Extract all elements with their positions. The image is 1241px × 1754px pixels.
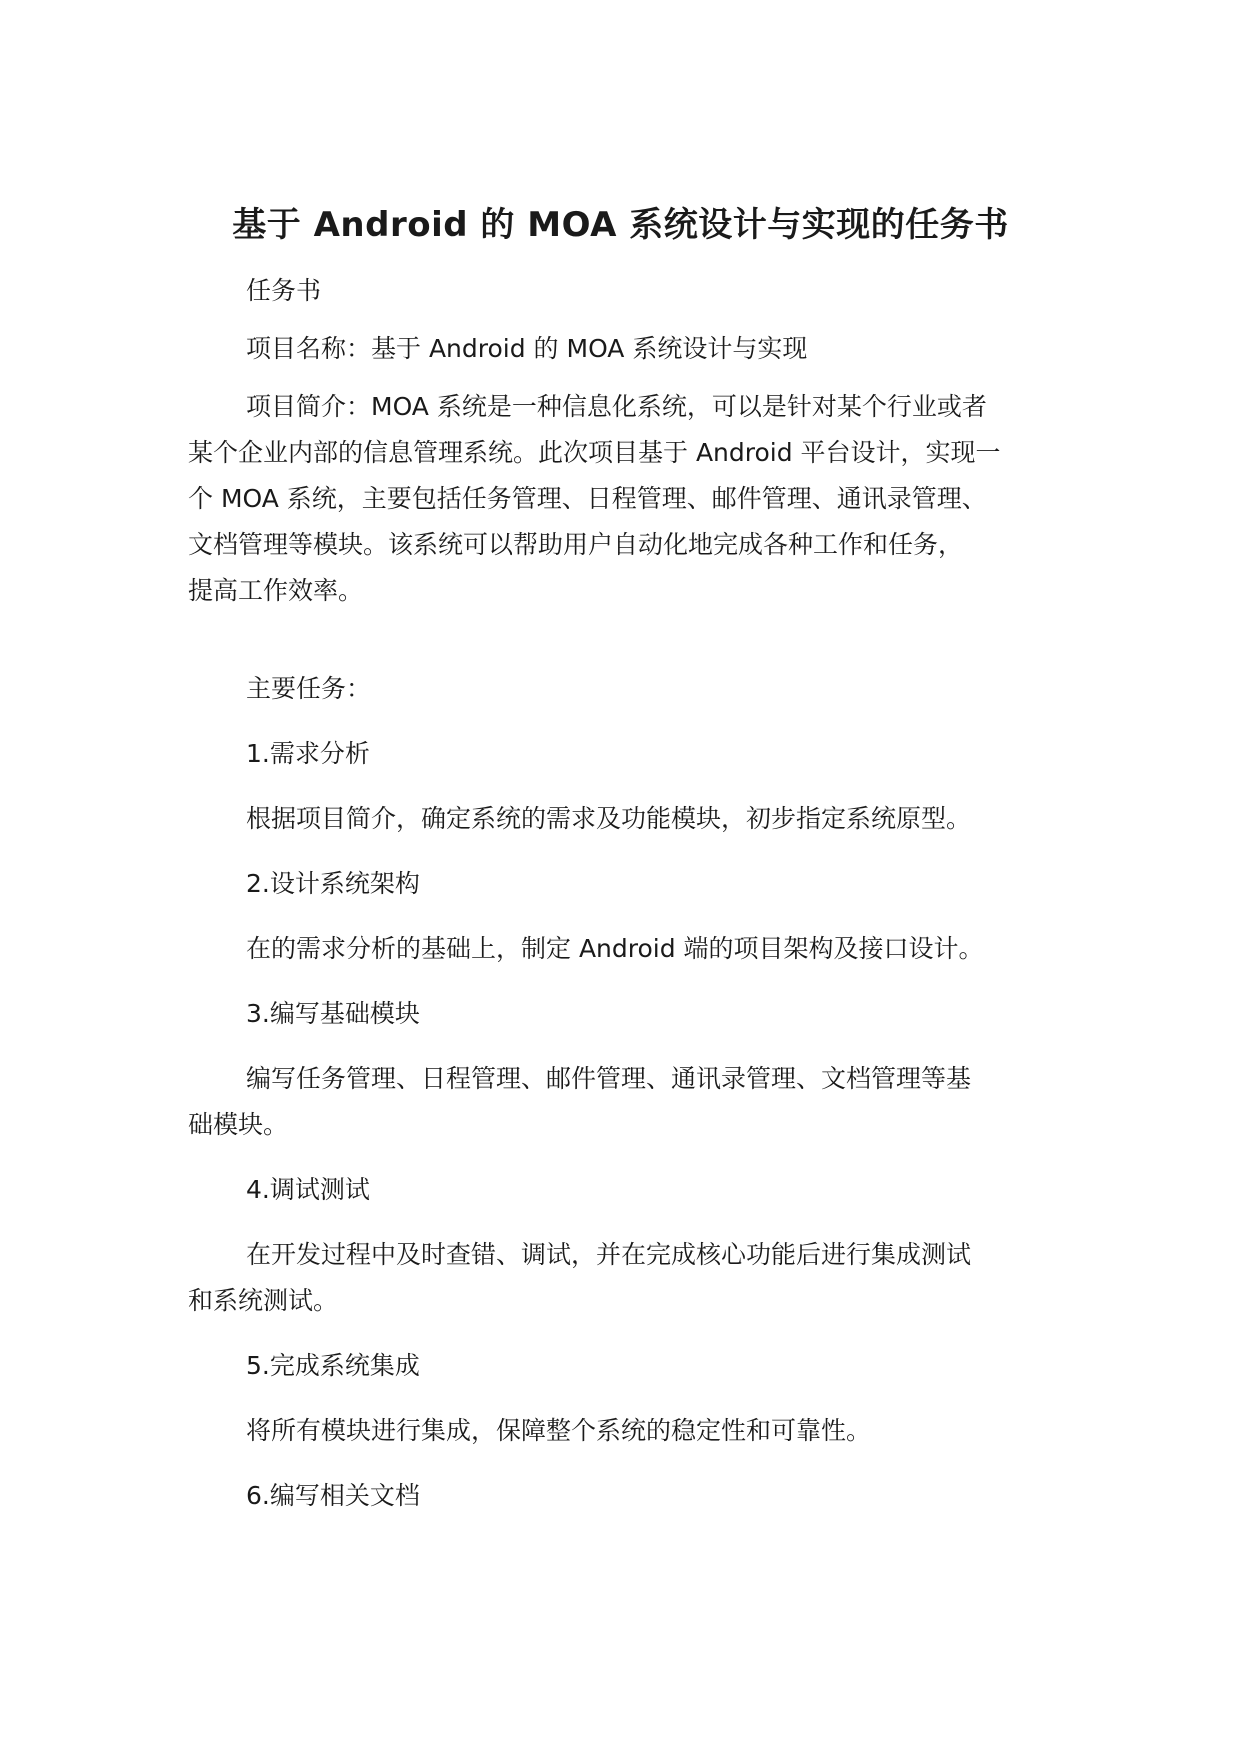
intro-line: 某个企业内部的信息管理系统。此次项目基于 Android 平台设计，实现一: [188, 438, 1001, 467]
task-title: 2.设计系统架构: [246, 869, 420, 898]
intro-line: 项目简介：MOA 系统是一种信息化系统，可以是针对某个行业或者: [246, 392, 987, 421]
main-tasks-label: 主要任务：: [246, 674, 372, 703]
intro-line: 个 MOA 系统，主要包括任务管理、日程管理、邮件管理、通讯录管理、: [188, 484, 987, 513]
intro-line: 文档管理等模块。该系统可以帮助用户自动化地完成各种工作和任务，: [188, 530, 964, 559]
task-description: 将所有模块进行集成，保障整个系统的稳定性和可靠性。: [246, 1416, 872, 1445]
task-description: [188, 1232, 1058, 1324]
project-intro: [188, 384, 1058, 614]
task-title: 6.编写相关文档: [246, 1481, 420, 1510]
task-description-line: 编写任务管理、日程管理、邮件管理、通讯录管理、文档管理等基: [246, 1064, 972, 1093]
task-description: [188, 1056, 1058, 1148]
task-title: 3.编写基础模块: [246, 999, 420, 1028]
task-description-line: 在开发过程中及时查错、调试，并在完成核心功能后进行集成测试: [246, 1240, 972, 1269]
project-name: 项目名称：基于 Android 的 MOA 系统设计与实现: [246, 334, 808, 363]
task-description-line: 础模块。: [188, 1110, 289, 1139]
document-title: 基于 Android 的 MOA 系统设计与实现的任务书: [232, 204, 1009, 245]
task-description: 根据项目简介，确定系统的需求及功能模块，初步指定系统原型。: [246, 804, 972, 833]
task-title: 5.完成系统集成: [246, 1351, 420, 1380]
task-description: 在的需求分析的基础上，制定 Android 端的项目架构及接口设计。: [246, 934, 984, 963]
task-title: 4.调试测试: [246, 1175, 370, 1204]
section-heading: 任务书: [246, 276, 322, 305]
task-title: 1.需求分析: [246, 739, 370, 768]
intro-line: 提高工作效率。: [188, 576, 364, 605]
task-description-line: 和系统测试。: [188, 1286, 339, 1315]
